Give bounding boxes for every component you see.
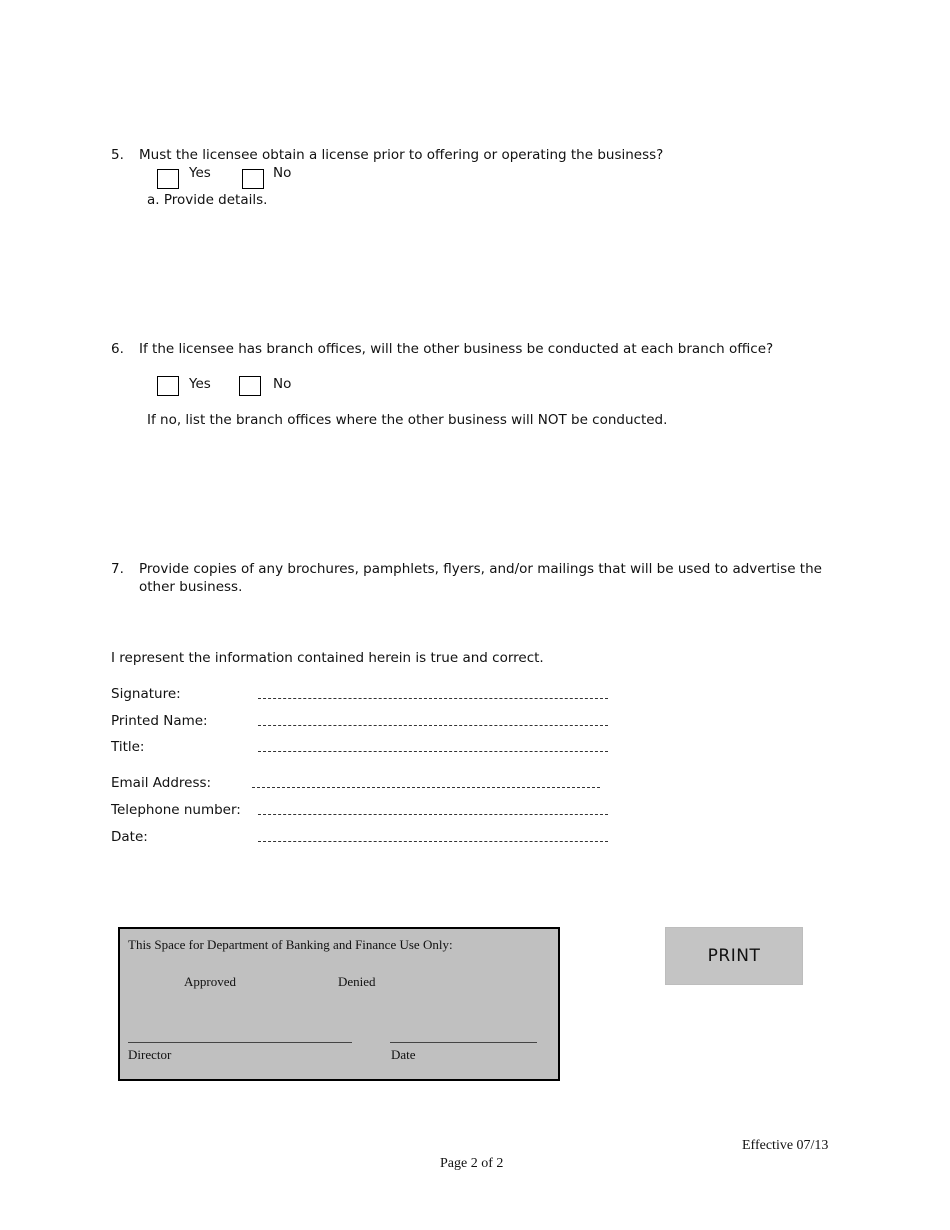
director-label: Director xyxy=(128,1047,172,1062)
q5-details-prompt: a. Provide details. xyxy=(147,192,268,208)
telephone-field[interactable] xyxy=(258,814,608,815)
director-signature-line xyxy=(128,1042,352,1043)
q6-question: If the licensee has branch offices, will the other business be conducted at each branch office? xyxy=(139,341,774,357)
q7-number: 7. xyxy=(111,561,124,577)
title-label: Title: xyxy=(111,739,145,755)
date-label: Date: xyxy=(111,829,148,845)
printed-name-label: Printed Name: xyxy=(111,713,208,729)
q6-yes-checkbox[interactable] xyxy=(157,376,179,396)
denied-label: Denied xyxy=(338,974,376,989)
date-field[interactable] xyxy=(258,841,608,842)
signature-field[interactable] xyxy=(258,698,608,699)
signature-label: Signature: xyxy=(111,686,181,702)
q5-number: 5. xyxy=(111,147,124,163)
approved-label: Approved xyxy=(184,974,236,989)
q6-yes-label: Yes xyxy=(189,376,211,392)
q5-no-label: No xyxy=(273,165,292,181)
q6-no-checkbox[interactable] xyxy=(239,376,261,396)
q5-yes-checkbox[interactable] xyxy=(157,169,179,189)
q5-yes-label: Yes xyxy=(189,165,211,181)
q6-no-label: No xyxy=(273,376,292,392)
q6-branch-prompt: If no, list the branch offices where the other business will NOT be conducted. xyxy=(147,412,668,428)
title-field[interactable] xyxy=(258,751,608,752)
effective-date: Effective 07/13 xyxy=(742,1138,829,1153)
office-date-label: Date xyxy=(391,1047,416,1062)
q6-number: 6. xyxy=(111,341,124,357)
q7-question-line1: Provide copies of any brochures, pamphlets, flyers, and/or mailings that will be used to advertise the xyxy=(139,561,822,577)
email-label: Email Address: xyxy=(111,775,212,791)
email-field[interactable] xyxy=(252,787,600,788)
office-use-heading: This Space for Department of Banking and Finance Use Only: xyxy=(128,937,453,952)
office-use-box xyxy=(118,927,560,1081)
q5-question: Must the licensee obtain a license prior to offering or operating the business? xyxy=(139,147,664,163)
q5-no-checkbox[interactable] xyxy=(242,169,264,189)
telephone-label: Telephone number: xyxy=(111,802,241,818)
page-number: Page 2 of 2 xyxy=(440,1156,504,1171)
print-button[interactable]: PRINT xyxy=(665,927,803,985)
attestation-text: I represent the information contained herein is true and correct. xyxy=(111,650,544,666)
printed-name-field[interactable] xyxy=(258,725,608,726)
office-date-line xyxy=(390,1042,537,1043)
q7-question-line2: other business. xyxy=(139,579,243,595)
